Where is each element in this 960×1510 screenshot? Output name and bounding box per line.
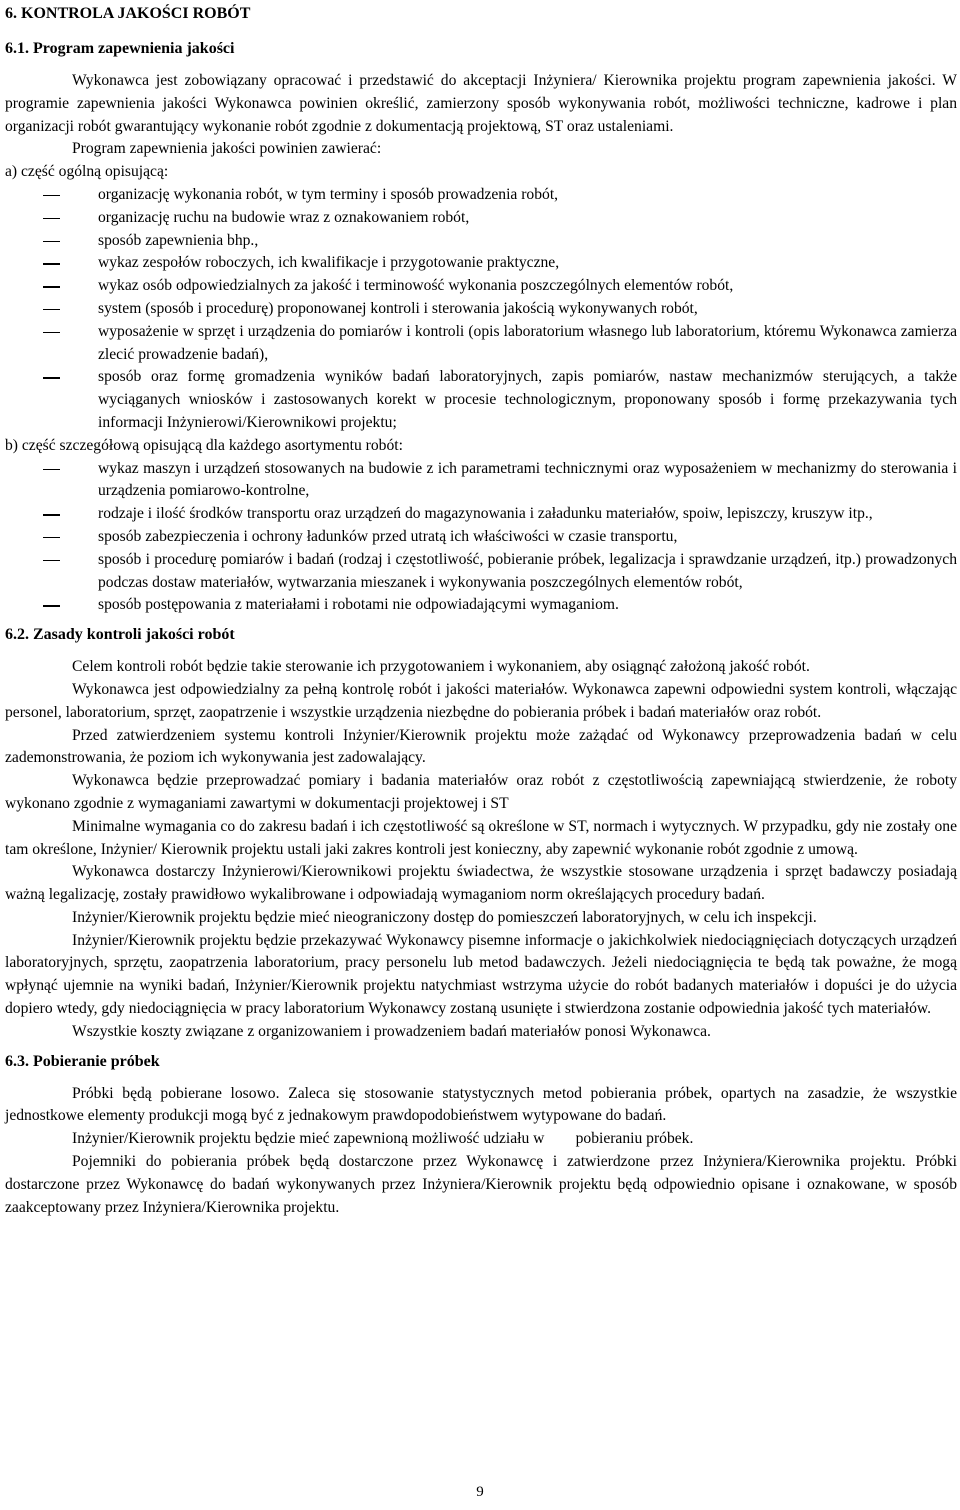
list-item: wykaz maszyn i urządzeń stosowanych na budowie z ich parametrami technicznymi oraz wyposażeniem w mechanizmy do sterowania i urządzenia pomiarowo-kontrolne,	[5, 458, 957, 504]
list-item: organizację ruchu na budowie wraz z oznakowaniem robót,	[5, 207, 957, 230]
paragraph: Program zapewnienia jakości powinien zawierać:	[72, 140, 382, 158]
list-item: wyposażenie w sprzęt i urządzenia do pomiarów i kontroli (opis laboratorium własnego lub laboratorium, któremu Wykonawca zamierza zlecić prowadzenie badań),	[5, 321, 957, 367]
paragraph: Wykonawca jest odpowiedzialny za pełną kontrolę robót i jakości materiałów. Wykonawca zapewni odpowiedni system kontroli, włączając personel, laboratorium, sprzęt, zaopatrzenie i wszystkie urządzenia niezbędne do pobierania próbek i badań materiałów oraz robót.	[5, 680, 957, 721]
section-title: 6. KONTROLA JAKOŚCI ROBÓT	[5, 5, 251, 22]
subsection-title-6-3: 6.3. Pobieranie próbek	[5, 1052, 160, 1070]
list-item: wykaz osób odpowiedzialnych za jakość i terminowość wykonania poszczególnych elementów robót,	[5, 275, 957, 298]
paragraph: Wykonawca jest zobowiązany opracować i przedstawić do akceptacji Inżyniera/ Kierownika projektu program zapewnienia jakości. W programie zapewnienia jakości Wykonawca powinien określić, zamierzony sposób wykonywania robót, możliwości techniczne, kadrowe i plan organizacji robót gwarantujący wykonanie robót zgodnie z dokumentacją projektową, ST oraz ustaleniami.	[5, 72, 957, 135]
paragraph: Wykonawca dostarczy Inżynierowi/Kierownikowi projektu świadectwa, że wszystkie stosowane urządzenia i sprzęt badawczy posiadają ważną legalizację, zostały prawidłowo wykalibrowane i odpowiadają wymaganiom norm określających procedury badań.	[5, 863, 957, 904]
paragraph: Wykonawca będzie przeprowadzać pomiary i badania materiałów oraz robót z częstotliwością zapewniającą stwierdzenie, że roboty wykonano zgodnie z wymaganiami zawartymi w dokumentacji projektowej i ST	[5, 772, 957, 812]
dash-list-b	[5, 458, 957, 618]
paragraph: Pojemniki do pobierania próbek będą dostarczone przez Wykonawcę i zatwierdzone przez Inżyniera/Kierownika projektu. Próbki dostarczone przez Wykonawcę do badań wykonywanych przez Inżyniera/Kierownik projektu będą odpowiednio opisane i oznakowane, w sposób zaakceptowany przez Inżyniera/Kierownika projektu.	[5, 1153, 957, 1216]
list-item: rodzaje i ilość środków transportu oraz urządzeń do magazynowania i załadunku materiałów, spoiw, lepiszczy, kruszyw itp.,	[5, 503, 957, 526]
paragraph: Próbki będą pobierane losowo. Zaleca się stosowanie statystycznych metod pobierania próbek, opartych na zasadzie, że wszystkie jednostkowe elementy produkcji mogą być z jednakowym prawdopodobieństwem wytypowane do badań.	[5, 1084, 957, 1125]
paragraph: Wszystkie koszty związane z organizowaniem i prowadzeniem badań materiałów ponosi Wykonawca.	[72, 1022, 711, 1040]
list-item: system (sposób i procedurę) proponowanej kontroli i sterowania jakością wykonywanych robót,	[5, 298, 957, 321]
list-item: sposób zabezpieczenia i ochrony ładunków przed utratą ich właściwości w czasie transportu,	[5, 526, 957, 549]
list-item: sposób oraz formę gromadzenia wyników badań laboratoryjnych, zapis pomiarów, nastaw mechanizmów sterujących, a także wyciąganych wniosków i zastosowanych korekt w procesie technologicznym, proponowany sposób i formę przekazywania tych informacji Inżynierowi/Kierownikowi projektu;	[5, 366, 957, 434]
paragraph: Celem kontroli robót będzie takie sterowanie ich przygotowaniem i wykonaniem, aby osiągnąć założoną jakość robót.	[72, 658, 810, 676]
paragraph: Przed zatwierdzeniem systemu kontroli Inżynier/Kierownik projektu może zażądać od Wykonawcy przeprowadzenia badań w celu zademonstrowania, że poziom ich wykonywania jest zadowalający.	[5, 726, 957, 767]
paragraph: Inżynier/Kierownik projektu będzie mieć zapewnioną możliwość udziału w pobieraniu próbek.	[72, 1130, 694, 1148]
subsection-title-6-1: 6.1. Program zapewnienia jakości	[5, 40, 235, 57]
list-item: sposób zapewnienia bhp.,	[5, 230, 957, 253]
list-item: sposób postępowania z materiałami i robotami nie odpowiadającymi wymaganiom.	[5, 594, 957, 617]
paragraph: Minimalne wymagania co do zakresu badań i ich częstotliwość są określone w ST, normach i wytycznych. W przypadku, gdy nie zostały one tam określone, Inżynier/ Kierownik projektu ustali jaki zakres kontroli jest konieczny, aby zapewnić wykonanie robót zgodnie z umową.	[5, 817, 957, 858]
list-heading-b: b) część szczegółową opisującą dla każdego asortymentu robót:	[5, 436, 403, 454]
document-page	[5, 2, 957, 1219]
paragraph: Inżynier/Kierownik projektu będzie mieć nieograniczony dostęp do pomieszczeń laboratoryjnych, w celu ich inspekcji.	[72, 908, 817, 926]
list-item: sposób i procedurę pomiarów i badań (rodzaj i częstotliwość, pobieranie próbek, legalizacja i sprawdzanie urządzeń, itp.) prowadzonych podczas dostaw materiałów, wytwarzania mieszanek i wykonywania poszczególnych elementów robót,	[5, 549, 957, 595]
page-number: 9	[476, 1484, 484, 1500]
subsection-title-6-2: 6.2. Zasady kontroli jakości robót	[5, 626, 235, 644]
dash-list-a	[5, 184, 957, 435]
list-heading-a: a) część ogólną opisującą:	[5, 163, 169, 181]
paragraph: Inżynier/Kierownik projektu będzie przekazywać Wykonawcy pisemne informacje o jakichkolwiek niedociągnięciach dotyczących urządzeń laboratoryjnych, sprzętu, zaopatrzenia laboratorium, pracy personelu lub metod badawczych. Jeżeli niedociągnięcia te będą tak poważne, że mogą wpłynąć ujemnie na wyniki badań, Inżynier/Kierownik projektu natychmiast wstrzyma użycie do robót badanych materiałów i dopuści je do użycia dopiero wtedy, gdy niedociągnięcia w pracy laboratorium Wykonawcy zostaną usunięte i stwierdzona zostanie odpowiednia jakość tych materiałów.	[5, 931, 957, 1018]
list-item: organizację wykonania robót, w tym terminy i sposób prowadzenia robót,	[5, 184, 957, 207]
list-item: wykaz zespołów roboczych, ich kwalifikacje i przygotowanie praktyczne,	[5, 252, 957, 275]
